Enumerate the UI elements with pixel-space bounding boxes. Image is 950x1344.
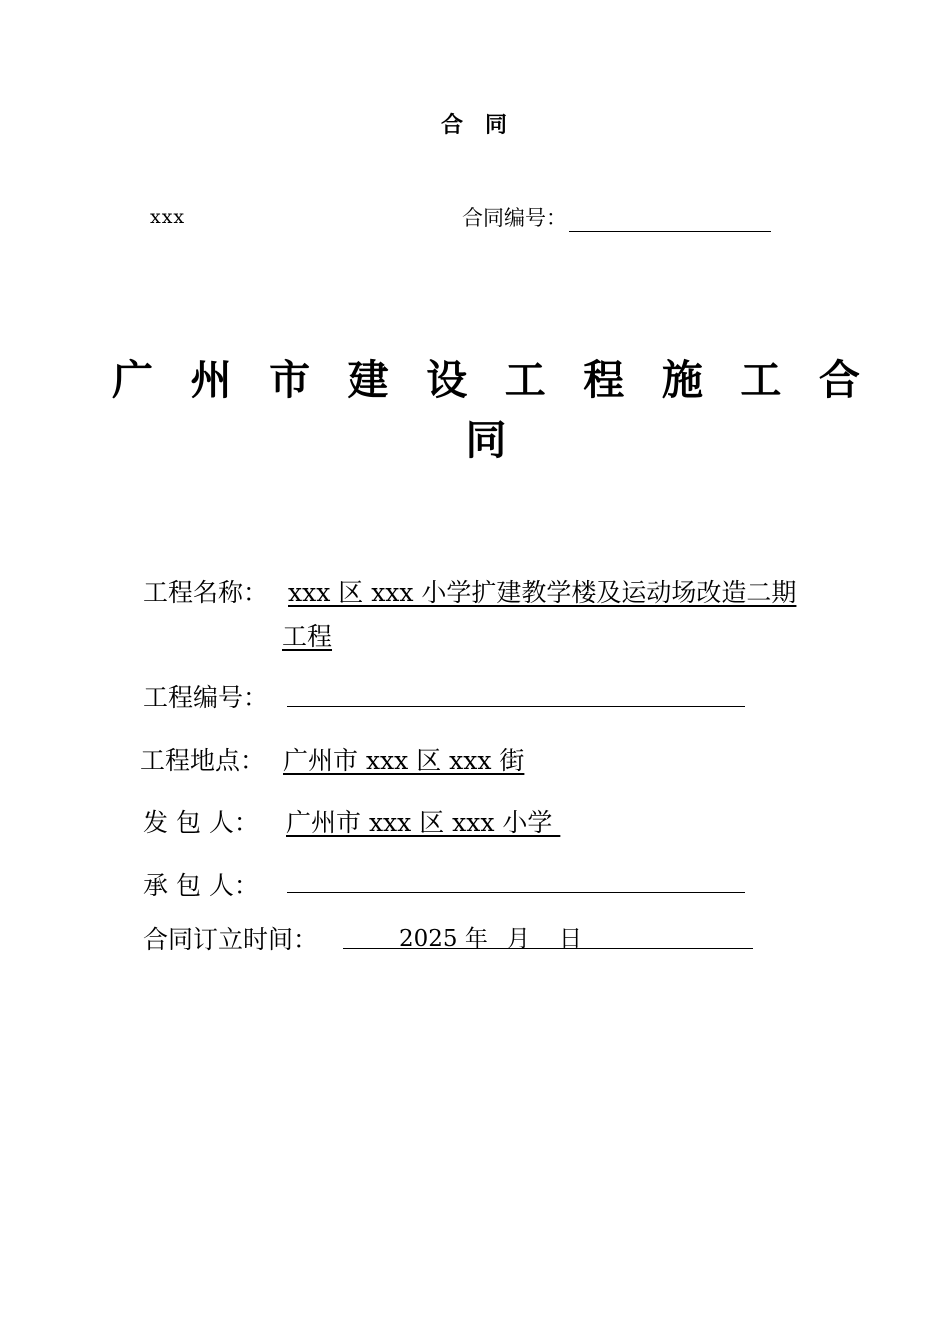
client-value: 广州市 xxx 区 xxx 小学 <box>286 808 561 837</box>
contract-number-field <box>462 202 771 232</box>
contract-date-day: 日 <box>559 926 582 952</box>
main-title-line-2: 同 <box>465 416 507 464</box>
main-title-char-1: 州 <box>190 356 232 404</box>
main-title-char-5: 工 <box>504 356 546 404</box>
main-title-char-2: 市 <box>269 356 311 404</box>
project-name-value-line-2: 工程 <box>282 622 333 651</box>
main-title-line-1 <box>112 350 860 410</box>
main-title-char-4: 设 <box>426 356 468 404</box>
main-title-char-7: 施 <box>661 356 703 404</box>
main-title <box>112 350 860 470</box>
main-title-char-3: 建 <box>347 356 389 404</box>
project-location-value: 广州市 xxx 区 xxx 街 <box>283 746 525 775</box>
client-label: 发 包 人： <box>143 808 259 837</box>
contractor-label: 承 包 人： <box>143 871 259 900</box>
contractor-blank-line <box>287 892 745 893</box>
contract-date-month: 月 <box>507 926 530 952</box>
project-number-label: 工程编号： <box>143 683 269 712</box>
project-name-label: 工程名称： <box>143 578 269 607</box>
header-title: 合同 <box>440 113 529 138</box>
project-location-label: 工程地点： <box>140 746 266 775</box>
contract-date-label: 合同订立时间： <box>143 925 319 954</box>
document-code: xxx <box>150 206 186 228</box>
main-title-char-6: 程 <box>583 356 625 404</box>
contract-date-year: 2025 年 <box>399 926 488 952</box>
project-name-value-line-1: xxx 区 xxx 小学扩建教学楼及运动场改造二期 <box>288 578 797 607</box>
main-title-char-9: 合 <box>818 356 860 404</box>
main-title-char-0: 广 <box>112 356 153 404</box>
contract-number-label: 合同编号： <box>462 206 567 230</box>
project-number-blank-line <box>287 706 745 707</box>
contract-number-blank-line <box>569 209 771 232</box>
main-title-char-8: 工 <box>740 356 782 404</box>
contract-date-value <box>343 920 753 952</box>
